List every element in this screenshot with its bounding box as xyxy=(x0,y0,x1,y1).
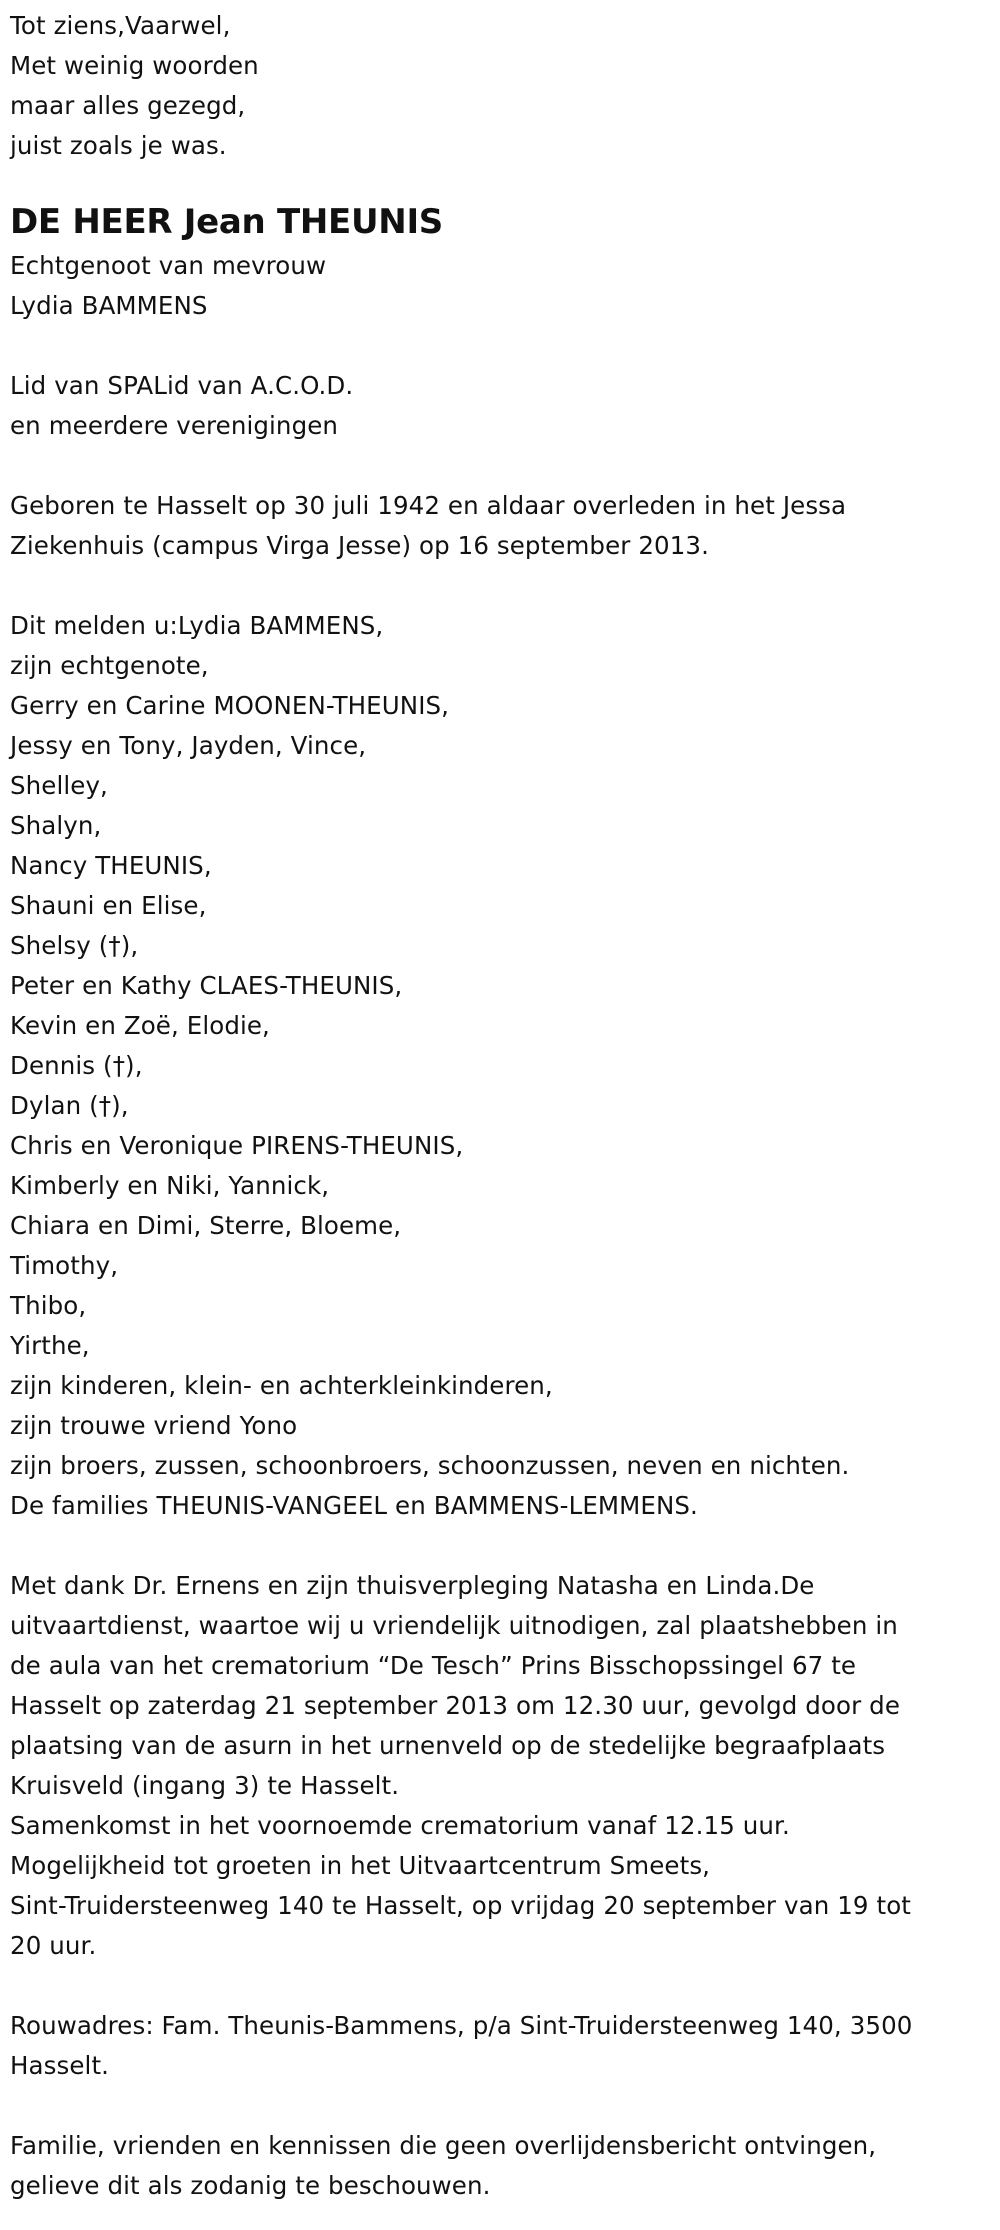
address-block xyxy=(10,2006,990,2086)
announcer-line: Shelsy (†), xyxy=(10,931,139,960)
memberships-block xyxy=(10,366,990,446)
closing-line: gelieve dit als zodanig te beschouwen. xyxy=(10,2171,491,2200)
announcer-line: zijn trouwe vriend Yono xyxy=(10,1411,298,1440)
service-line: plaatsing van de asurn in het urnenveld op de stedelijke begraafplaats xyxy=(10,1731,886,1760)
poem-line: Met weinig woorden xyxy=(10,51,259,80)
service-line: uitvaartdienst, waartoe wij u vriendelijk uitnodigen, zal plaatshebben in xyxy=(10,1611,898,1640)
announcers-block xyxy=(10,606,990,1526)
closing-block xyxy=(10,2126,990,2206)
membership-line: Lid van SPALid van A.C.O.D. xyxy=(10,371,354,400)
poem-line: Tot ziens,Vaarwel, xyxy=(10,11,231,40)
birth-death-block xyxy=(10,486,990,566)
announcer-line: Jessy en Tony, Jayden, Vince, xyxy=(10,731,367,760)
service-line: Samenkomst in het voornoemde crematorium vanaf 12.15 uur. xyxy=(10,1811,790,1840)
announcer-line: Gerry en Carine MOONEN-THEUNIS, xyxy=(10,691,450,720)
announcer-line: Chris en Veronique PIRENS-THEUNIS, xyxy=(10,1131,464,1160)
address-line: Hasselt. xyxy=(10,2051,110,2080)
announcer-line: zijn broers, zussen, schoonbroers, schoonzussen, neven en nichten. xyxy=(10,1451,850,1480)
service-line: Sint-Truidersteenweg 140 te Hasselt, op vrijdag 20 september van 19 tot xyxy=(10,1891,911,1920)
service-line: 20 uur. xyxy=(10,1931,97,1960)
announcer-line: Thibo, xyxy=(10,1291,87,1320)
spouse-line: Echtgenoot van mevrouw xyxy=(10,251,327,280)
service-line: Mogelijkheid tot groeten in het Uitvaartcentrum Smeets, xyxy=(10,1851,711,1880)
announcer-line: Yirthe, xyxy=(10,1331,90,1360)
announcer-line: Peter en Kathy CLAES-THEUNIS, xyxy=(10,971,403,1000)
service-block xyxy=(10,1566,990,1966)
poem-line: maar alles gezegd, xyxy=(10,91,246,120)
deceased-name: DE HEER Jean THEUNIS xyxy=(10,202,443,242)
announcer-line: Shelley, xyxy=(10,771,108,800)
announcer-line: Timothy, xyxy=(10,1251,119,1280)
announcer-line: Shalyn, xyxy=(10,811,102,840)
poem-line: juist zoals je was. xyxy=(10,131,227,160)
service-line: de aula van het crematorium “De Tesch” Prins Bisschopssingel 67 te xyxy=(10,1651,857,1680)
service-line: Kruisveld (ingang 3) te Hasselt. xyxy=(10,1771,400,1800)
service-line: Met dank Dr. Ernens en zijn thuisverpleging Natasha en Linda.De xyxy=(10,1571,815,1600)
spouse-block xyxy=(10,246,990,326)
announcer-line: Shauni en Elise, xyxy=(10,891,207,920)
announcer-line: Dylan (†), xyxy=(10,1091,129,1120)
closing-line: Familie, vrienden en kennissen die geen overlijdensbericht ontvingen, xyxy=(10,2131,877,2160)
address-line: Rouwadres: Fam. Theunis-Bammens, p/a Sint-Truidersteenweg 140, 3500 xyxy=(10,2011,913,2040)
announcer-line: Dennis (†), xyxy=(10,1051,143,1080)
announcer-line: Kimberly en Niki, Yannick, xyxy=(10,1171,330,1200)
birth-death-line: Ziekenhuis (campus Virga Jesse) op 16 september 2013. xyxy=(10,531,709,560)
announcer-line: Kevin en Zoë, Elodie, xyxy=(10,1011,270,1040)
birth-death-line: Geboren te Hasselt op 30 juli 1942 en aldaar overleden in het Jessa xyxy=(10,491,847,520)
announcer-line: De families THEUNIS-VANGEEL en BAMMENS-LEMMENS. xyxy=(10,1491,698,1520)
spouse-line: Lydia BAMMENS xyxy=(10,291,208,320)
announcer-line: Dit melden u:Lydia BAMMENS, xyxy=(10,611,384,640)
announcer-line: zijn echtgenote, xyxy=(10,651,209,680)
announcer-line: Chiara en Dimi, Sterre, Bloeme, xyxy=(10,1211,402,1240)
poem xyxy=(10,6,990,166)
service-line: Hasselt op zaterdag 21 september 2013 om 12.30 uur, gevolgd door de xyxy=(10,1691,900,1720)
announcer-line: Nancy THEUNIS, xyxy=(10,851,212,880)
announcer-line: zijn kinderen, klein- en achterkleinkinderen, xyxy=(10,1371,553,1400)
membership-line: en meerdere verenigingen xyxy=(10,411,339,440)
